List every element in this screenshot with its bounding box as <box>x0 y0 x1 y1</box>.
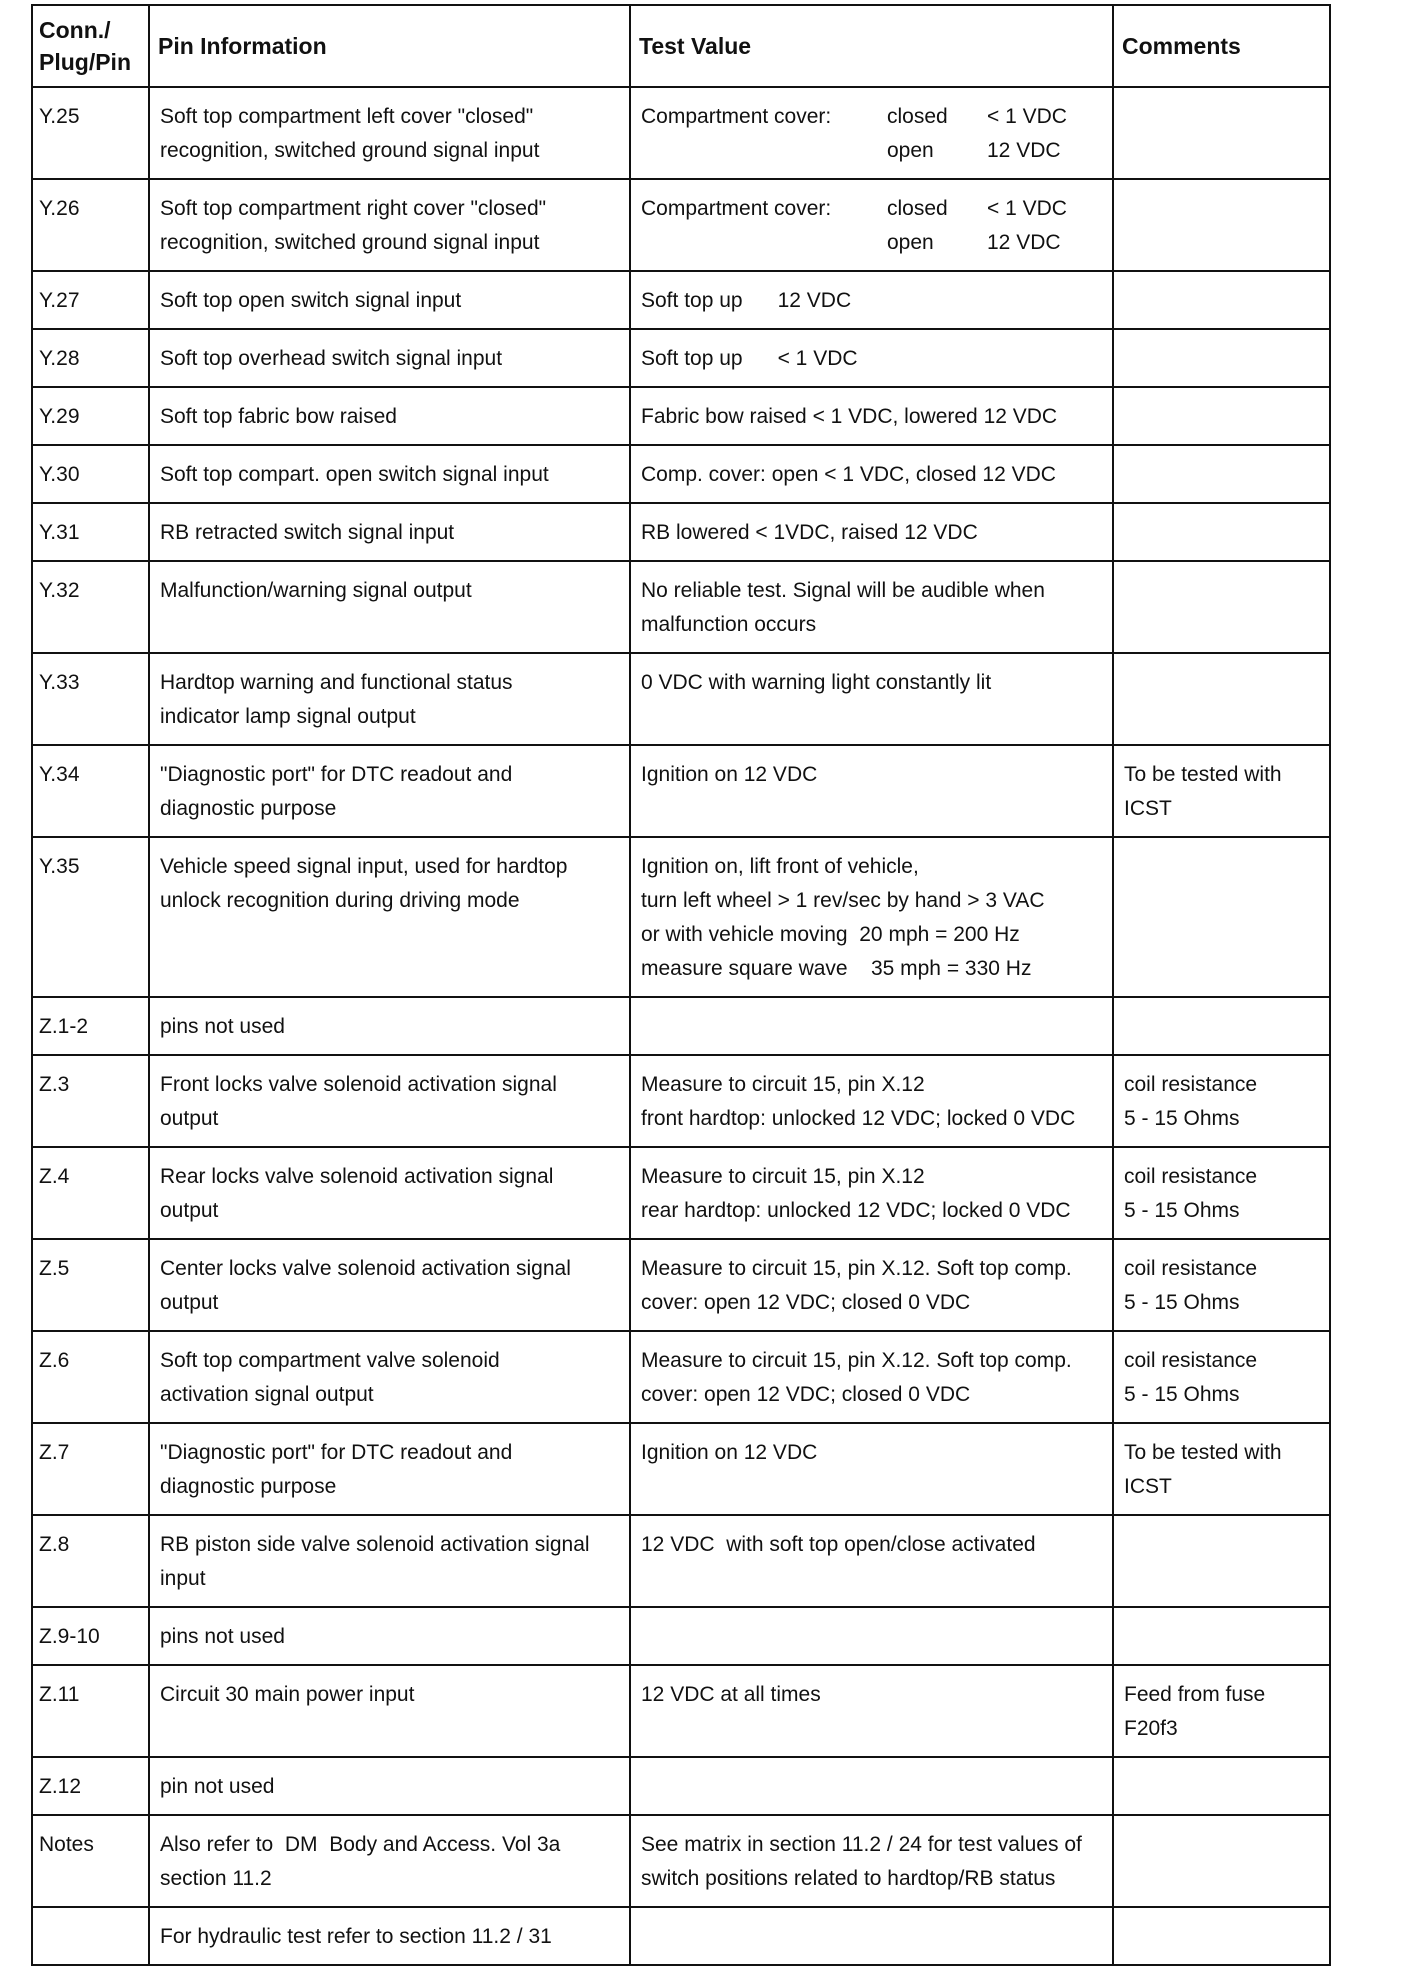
header-comments: Comments <box>1113 5 1330 87</box>
test-value-states <box>887 100 1067 168</box>
cell-conn-plug-pin: Y.33 <box>32 653 149 745</box>
cell-comments <box>1113 1055 1330 1147</box>
cell-comments <box>1113 1239 1330 1331</box>
cell-pin-information <box>149 1665 630 1757</box>
table-row <box>32 1147 1330 1239</box>
cell-pin-information <box>149 387 630 445</box>
cell-conn-plug-pin: Z.6 <box>32 1331 149 1423</box>
comment-line: 5 - 15 Ohms <box>1124 1383 1240 1406</box>
pin-info-line: Rear locks valve solenoid activation signal <box>160 1165 554 1188</box>
cell-conn-plug-pin <box>32 1907 149 1965</box>
test-value-line: 12 VDC at all times <box>641 1683 821 1706</box>
comment-line: 5 - 15 Ohms <box>1124 1291 1240 1314</box>
table-row <box>32 1331 1330 1423</box>
table-row <box>32 179 1330 271</box>
table-row <box>32 1757 1330 1815</box>
cell-pin-information <box>149 1515 630 1607</box>
cell-test-value <box>630 1515 1113 1607</box>
cell-comments <box>1113 745 1330 837</box>
comment-line: ICST <box>1124 1475 1172 1498</box>
cell-comments <box>1113 1665 1330 1757</box>
cell-comments <box>1113 1147 1330 1239</box>
table-row <box>32 445 1330 503</box>
cell-conn-plug-pin: Y.30 <box>32 445 149 503</box>
test-state-value: 12 VDC <box>987 231 1061 254</box>
header-conn-line: Conn./ <box>39 17 111 43</box>
cell-test-value <box>630 653 1113 745</box>
cell-pin-information <box>149 1757 630 1815</box>
cell-test-value <box>630 1665 1113 1757</box>
cell-conn-plug-pin: Y.29 <box>32 387 149 445</box>
table-row <box>32 1423 1330 1515</box>
test-value-line: Measure to circuit 15, pin X.12. Soft top comp. <box>641 1257 1072 1280</box>
cell-conn-plug-pin: Z.1-2 <box>32 997 149 1055</box>
test-value-line: switch positions related to hardtop/RB status <box>641 1867 1056 1890</box>
test-state-value: < 1 VDC <box>987 105 1067 128</box>
cell-test-value <box>630 1055 1113 1147</box>
compartment-cover-values <box>641 192 1102 260</box>
test-value-line: Ignition on 12 VDC <box>641 1441 818 1464</box>
test-value-line: Measure to circuit 15, pin X.12 <box>641 1073 925 1096</box>
cell-comments <box>1113 997 1330 1055</box>
comment-line: 5 - 15 Ohms <box>1124 1107 1240 1130</box>
comment-line: To be tested with <box>1124 1441 1282 1464</box>
header-test-value: Test Value <box>630 5 1113 87</box>
cell-conn-plug-pin: Y.34 <box>32 745 149 837</box>
test-state-row <box>887 100 1067 134</box>
test-state-name: closed <box>887 197 948 220</box>
test-value-line: Measure to circuit 15, pin X.12 <box>641 1165 925 1188</box>
pin-info-line: Hardtop warning and functional status <box>160 671 513 694</box>
cell-comments <box>1113 87 1330 179</box>
comment-line: Feed from fuse <box>1124 1683 1266 1706</box>
cell-pin-information <box>149 503 630 561</box>
test-state-value: 12 VDC <box>987 139 1061 162</box>
test-state-row <box>887 226 1067 260</box>
table-row <box>32 837 1330 997</box>
cell-test-value <box>630 745 1113 837</box>
cell-test-value <box>630 503 1113 561</box>
cell-pin-information <box>149 997 630 1055</box>
cell-pin-information <box>149 1239 630 1331</box>
test-state-value: < 1 VDC <box>987 197 1067 220</box>
table-row <box>32 271 1330 329</box>
cell-conn-plug-pin: Y.26 <box>32 179 149 271</box>
cell-test-value <box>630 837 1113 997</box>
table-row <box>32 745 1330 837</box>
test-value-label: Compartment cover: <box>641 105 832 128</box>
test-value-line: measure square wave 35 mph = 330 Hz <box>641 957 1032 980</box>
cell-comments <box>1113 1815 1330 1907</box>
test-value-line: turn left wheel > 1 rev/sec by hand > 3 VAC <box>641 889 1045 912</box>
cell-conn-plug-pin: Z.5 <box>32 1239 149 1331</box>
cell-pin-information <box>149 1815 630 1907</box>
test-value-line: Measure to circuit 15, pin X.12. Soft top comp. <box>641 1349 1072 1372</box>
cell-pin-information <box>149 1147 630 1239</box>
cell-test-value <box>630 329 1113 387</box>
comment-line: coil resistance <box>1124 1165 1258 1188</box>
pin-info-line: Soft top compartment valve solenoid <box>160 1349 500 1372</box>
pin-info-line: For hydraulic test refer to section 11.2 / 31 <box>160 1925 552 1948</box>
pin-info-line: Soft top compartment left cover "closed" <box>160 105 534 128</box>
test-value-line: cover: open 12 VDC; closed 0 VDC <box>641 1291 971 1314</box>
pin-information-table <box>31 4 1331 1966</box>
cell-test-value <box>630 1239 1113 1331</box>
test-value-line: rear hardtop: unlocked 12 VDC; locked 0 VDC <box>641 1199 1071 1222</box>
table-row <box>32 1239 1330 1331</box>
table-row <box>32 503 1330 561</box>
pin-info-line: Soft top fabric bow raised <box>160 405 397 428</box>
cell-test-value <box>630 179 1113 271</box>
test-value-line: Soft top up < 1 VDC <box>641 347 858 370</box>
cell-test-value <box>630 271 1113 329</box>
cell-conn-plug-pin: Y.27 <box>32 271 149 329</box>
test-value-line: Fabric bow raised < 1 VDC, lowered 12 VDC <box>641 405 1058 428</box>
cell-test-value <box>630 1815 1113 1907</box>
test-value-line: RB lowered < 1VDC, raised 12 VDC <box>641 521 978 544</box>
cell-comments <box>1113 271 1330 329</box>
cell-pin-information <box>149 653 630 745</box>
header-conn-line: Plug/Pin <box>39 49 131 75</box>
cell-test-value <box>630 445 1113 503</box>
cell-conn-plug-pin: Y.25 <box>32 87 149 179</box>
test-value-line: See matrix in section 11.2 / 24 for test values of <box>641 1833 1082 1856</box>
table-row <box>32 1907 1330 1965</box>
cell-pin-information <box>149 837 630 997</box>
cell-conn-plug-pin: Z.8 <box>32 1515 149 1607</box>
cell-conn-plug-pin: Y.35 <box>32 837 149 997</box>
cell-test-value <box>630 1331 1113 1423</box>
test-value-line: cover: open 12 VDC; closed 0 VDC <box>641 1383 971 1406</box>
cell-test-value <box>630 1147 1113 1239</box>
cell-conn-plug-pin: Y.31 <box>32 503 149 561</box>
pin-info-line: Malfunction/warning signal output <box>160 579 472 602</box>
cell-pin-information <box>149 445 630 503</box>
table-row <box>32 1815 1330 1907</box>
cell-comments <box>1113 179 1330 271</box>
pin-info-line: Vehicle speed signal input, used for hardtop <box>160 855 568 878</box>
cell-conn-plug-pin: Z.4 <box>32 1147 149 1239</box>
comment-line: To be tested with <box>1124 763 1282 786</box>
pin-info-line: Soft top open switch signal input <box>160 289 462 312</box>
table-row <box>32 1607 1330 1665</box>
cell-pin-information <box>149 1055 630 1147</box>
pin-info-line: Front locks valve solenoid activation signal <box>160 1073 557 1096</box>
pin-info-line: "Diagnostic port" for DTC readout and <box>160 763 513 786</box>
cell-test-value <box>630 387 1113 445</box>
test-state-row <box>887 192 1067 226</box>
cell-conn-plug-pin: Z.3 <box>32 1055 149 1147</box>
pin-info-line: Soft top overhead switch signal input <box>160 347 503 370</box>
test-value-label: Compartment cover: <box>641 197 832 220</box>
pin-info-line: pin not used <box>160 1775 275 1798</box>
comment-line: F20f3 <box>1124 1717 1178 1740</box>
pin-info-line: output <box>160 1199 219 1222</box>
cell-pin-information <box>149 179 630 271</box>
table-row <box>32 387 1330 445</box>
header-conn-plug-pin <box>32 5 149 87</box>
cell-conn-plug-pin: Notes <box>32 1815 149 1907</box>
comment-line: coil resistance <box>1124 1349 1258 1372</box>
cell-conn-plug-pin: Y.28 <box>32 329 149 387</box>
pin-info-line: "Diagnostic port" for DTC readout and <box>160 1441 513 1464</box>
cell-test-value <box>630 1907 1113 1965</box>
cell-pin-information <box>149 1607 630 1665</box>
pin-info-line: RB retracted switch signal input <box>160 521 455 544</box>
pin-info-line: pins not used <box>160 1625 285 1648</box>
test-value-line: 0 VDC with warning light constantly lit <box>641 671 992 694</box>
cell-pin-information <box>149 1423 630 1515</box>
test-value-line: front hardtop: unlocked 12 VDC; locked 0 VDC <box>641 1107 1076 1130</box>
cell-comments <box>1113 1515 1330 1607</box>
table-body <box>32 87 1330 1965</box>
comment-line: coil resistance <box>1124 1257 1258 1280</box>
table-row <box>32 561 1330 653</box>
cell-test-value <box>630 1607 1113 1665</box>
test-state-row <box>887 134 1067 168</box>
table-row <box>32 1515 1330 1607</box>
cell-comments <box>1113 1423 1330 1515</box>
pin-info-line: pins not used <box>160 1015 285 1038</box>
cell-comments <box>1113 653 1330 745</box>
table-row <box>32 653 1330 745</box>
cell-pin-information <box>149 87 630 179</box>
test-value-line: or with vehicle moving 20 mph = 200 Hz <box>641 923 1020 946</box>
cell-test-value <box>630 561 1113 653</box>
test-value-line: Ignition on 12 VDC <box>641 763 818 786</box>
test-value-line: Ignition on, lift front of vehicle, <box>641 855 919 878</box>
cell-pin-information <box>149 329 630 387</box>
cell-pin-information <box>149 745 630 837</box>
cell-comments <box>1113 1331 1330 1423</box>
cell-comments <box>1113 445 1330 503</box>
pin-info-line: Soft top compart. open switch signal input <box>160 463 549 486</box>
test-value-line: No reliable test. Signal will be audible when <box>641 579 1045 602</box>
header-pin-information: Pin Information <box>149 5 630 87</box>
comment-line: coil resistance <box>1124 1073 1258 1096</box>
table-row <box>32 1665 1330 1757</box>
pin-info-line: output <box>160 1107 219 1130</box>
cell-comments <box>1113 387 1330 445</box>
cell-comments <box>1113 1607 1330 1665</box>
pin-info-line: Soft top compartment right cover "closed" <box>160 197 547 220</box>
test-value-line: Comp. cover: open < 1 VDC, closed 12 VDC <box>641 463 1056 486</box>
pin-info-line: indicator lamp signal output <box>160 705 416 728</box>
test-value-line: 12 VDC with soft top open/close activated <box>641 1533 1036 1556</box>
pin-info-line: unlock recognition during driving mode <box>160 889 520 912</box>
comment-line: 5 - 15 Ohms <box>1124 1199 1240 1222</box>
compartment-cover-values <box>641 100 1102 168</box>
table-row <box>32 1055 1330 1147</box>
test-value-line: malfunction occurs <box>641 613 817 636</box>
pin-info-line: Also refer to DM Body and Access. Vol 3a <box>160 1833 561 1856</box>
cell-pin-information <box>149 561 630 653</box>
cell-pin-information <box>149 271 630 329</box>
test-state-name: closed <box>887 105 948 128</box>
table-row <box>32 329 1330 387</box>
pin-info-line: Center locks valve solenoid activation signal <box>160 1257 571 1280</box>
pin-info-line: section 11.2 <box>160 1867 272 1890</box>
cell-test-value <box>630 1423 1113 1515</box>
test-state-name: open <box>887 139 934 162</box>
cell-conn-plug-pin: Z.11 <box>32 1665 149 1757</box>
pin-info-line: Circuit 30 main power input <box>160 1683 415 1706</box>
cell-test-value <box>630 1757 1113 1815</box>
table-header-row <box>32 5 1330 87</box>
pin-info-line: output <box>160 1291 219 1314</box>
test-state-name: open <box>887 231 934 254</box>
test-value-states <box>887 192 1067 260</box>
pin-info-line: input <box>160 1567 206 1590</box>
cell-comments <box>1113 1757 1330 1815</box>
cell-test-value <box>630 997 1113 1055</box>
cell-comments <box>1113 837 1330 997</box>
cell-conn-plug-pin: Z.7 <box>32 1423 149 1515</box>
pin-info-line: diagnostic purpose <box>160 1475 337 1498</box>
comment-line: ICST <box>1124 797 1172 820</box>
cell-pin-information <box>149 1907 630 1965</box>
pin-info-line: diagnostic purpose <box>160 797 337 820</box>
cell-conn-plug-pin: Z.9-10 <box>32 1607 149 1665</box>
cell-conn-plug-pin: Y.32 <box>32 561 149 653</box>
cell-pin-information <box>149 1331 630 1423</box>
cell-comments <box>1113 329 1330 387</box>
pin-info-line: recognition, switched ground signal input <box>160 231 540 254</box>
table-row <box>32 87 1330 179</box>
pin-info-line: recognition, switched ground signal input <box>160 139 540 162</box>
cell-comments <box>1113 503 1330 561</box>
test-value-line: Soft top up 12 VDC <box>641 289 852 312</box>
pin-info-line: RB piston side valve solenoid activation signal <box>160 1533 590 1556</box>
cell-test-value <box>630 87 1113 179</box>
table-row <box>32 997 1330 1055</box>
pin-info-line: activation signal output <box>160 1383 374 1406</box>
cell-conn-plug-pin: Z.12 <box>32 1757 149 1815</box>
cell-comments <box>1113 561 1330 653</box>
cell-comments <box>1113 1907 1330 1965</box>
